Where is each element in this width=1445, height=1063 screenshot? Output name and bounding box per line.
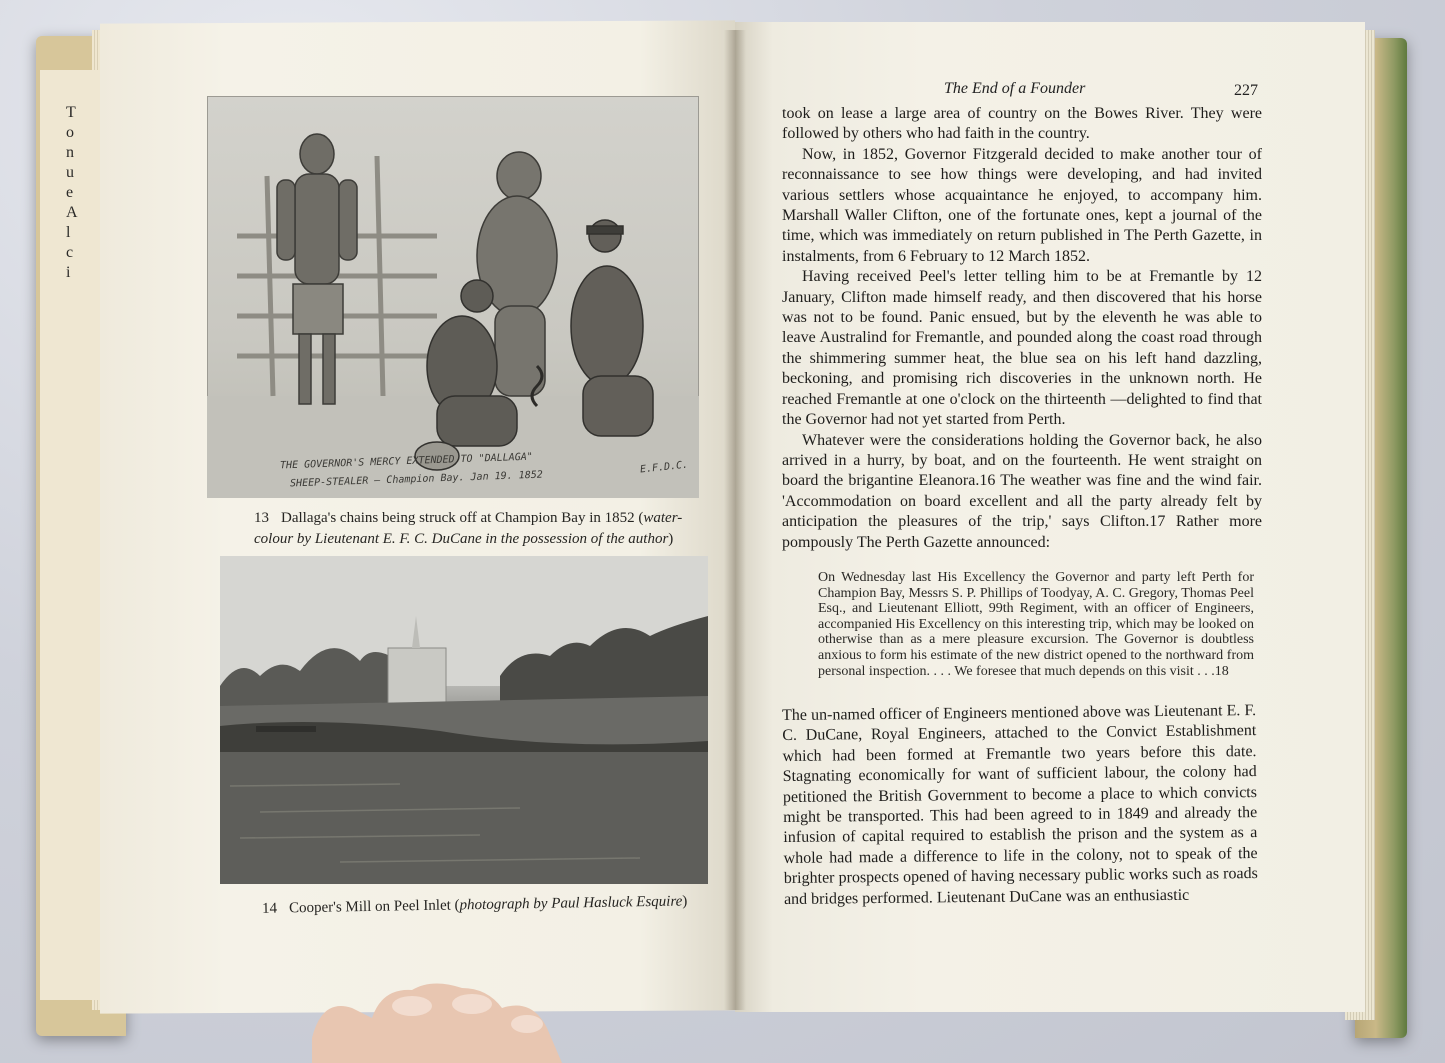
sliver-letter: o bbox=[66, 124, 74, 141]
watercolour-sketch bbox=[207, 96, 699, 498]
sliver-letter: c bbox=[66, 244, 74, 261]
block-quote: On Wednesday last His Excellency the Governor and party left Perth for Champion Bay, Messrs S. P. Phillips of Toodyay, A. C. Gregory, Thomas Peel Esq., and Lieutenant Elliott, 99th Regiment, with an officer of Engineers, accompanied His Excellency on this interesting trip, which may be looked on otherwise than as a mere pleasure excursion. The Governor is doubtless anxious to form his estimate of the new district opened to the northward from personal inspection. . . . We foresee that much depends on this visit . . .18 bbox=[818, 570, 1254, 679]
running-head: The End of a Founder bbox=[944, 80, 1086, 97]
paragraph: Having received Peel's letter telling him to be at Fremantle by 12 January, Clifton made himself ready, and then discovered that his horse was not to be found. Panic ensued, but by the eleventh he was able to leave Australind for Fremantle, and pounded along the coast road through the shimmering summer heat, the blue sea on his left hand dazzling, beckoning, and promising rich discoveries in the unknown north. He reached Fremantle at one o'clock on the thirteenth —delighted to find that the Governor had not yet started from Perth. bbox=[782, 268, 1262, 429]
plate-13-watercolour bbox=[207, 96, 699, 498]
plate-14-number: 14 bbox=[261, 900, 278, 917]
plate-13-inscription-line1: THE GOVERNOR'S MERCY EXTENDED TO "DALLAGA" bbox=[279, 451, 533, 472]
sliver-letter: T bbox=[66, 104, 76, 121]
body-text bbox=[782, 104, 1262, 553]
plate-13-caption bbox=[254, 508, 684, 550]
book-gutter bbox=[724, 30, 746, 1010]
plate-13-caption-italic1: water- bbox=[643, 510, 683, 526]
plate-14-caption-end: ) bbox=[682, 893, 688, 910]
plate-14-photograph bbox=[220, 556, 708, 884]
plate-13-caption-text: Dallaga's chains being struck off at Champion Bay in 1852 ( bbox=[281, 510, 644, 526]
plate-14-caption-text: Cooper's Mill on Peel Inlet ( bbox=[288, 897, 460, 917]
plate-13-number: 13 bbox=[254, 510, 269, 526]
sliver-letter: l bbox=[66, 224, 71, 241]
plate-14-caption-italic: photograph by Paul Hasluck Esquire bbox=[459, 893, 683, 914]
mill-photograph bbox=[220, 556, 708, 884]
paragraph: Now, in 1852, Governor Fitzgerald decided to make another tour of reconnaissance to see how things were developing, and had invited various settlers whose acquaintance he enjoyed, to accompany him. Marshall Waller Clifton, one of the fortunate ones, kept a journal of the time, which was immediately on return published in The Perth Gazette, in instalments, from 6 February to 12 March 1852. bbox=[782, 145, 1262, 265]
sliver-letter: u bbox=[66, 164, 74, 181]
plate-13-caption-italic2: colour by Lieutenant E. F. C. DuCane in the possession of the author bbox=[254, 531, 669, 547]
closing-paragraph: The un-named officer of Engineers mentioned above was Lieutenant E. F. C. DuCane, Royal Engineers, attached to the Convict Establishment which had been formed at Fremantle two years before this date. Stagnating economically for want of sufficient labour, the colony had petitioned the British Government to become a place to which convicts might be transported. This had been agreed to in 1849 and already the infusion of capital required to establish the prison and the system as a whole had made a difference to life in the colony, not to speak of the brighter prospects opened of having necessary public works such as roads and bridges performed. Lieutenant DuCane was an enthusiastic bbox=[782, 702, 1258, 908]
paragraph: Whatever were the considerations holding the Governor back, he also arrived in a hurry, by boat, and on the fourteenth. He went straight on board the brigantine Eleanora.16 The weather was fine and the wind fair. 'Accommodation on board excellent and all the party already felt by anticipation the pleasures of the trip,' says Clifton.17 Rather more pompously The Perth Gazette announced: bbox=[782, 431, 1262, 551]
plate-13-initials: E.F.D.C. bbox=[639, 459, 689, 476]
hand bbox=[312, 968, 562, 1063]
sliver-letter: A bbox=[66, 204, 78, 221]
sliver-letter: e bbox=[66, 184, 74, 201]
plate-13-inscription-line2: SHEEP-STEALER — Champion Bay. Jan 19. 1852 bbox=[289, 469, 543, 490]
plate-13-caption-end: ) bbox=[668, 531, 674, 547]
sliver-letter: i bbox=[66, 264, 71, 281]
paragraph: took on lease a large area of country on the Bowes River. They were followed by others who had faith in the country. bbox=[782, 105, 1262, 143]
sliver-letter: n bbox=[66, 144, 74, 161]
page-number: 227 bbox=[1234, 82, 1258, 99]
